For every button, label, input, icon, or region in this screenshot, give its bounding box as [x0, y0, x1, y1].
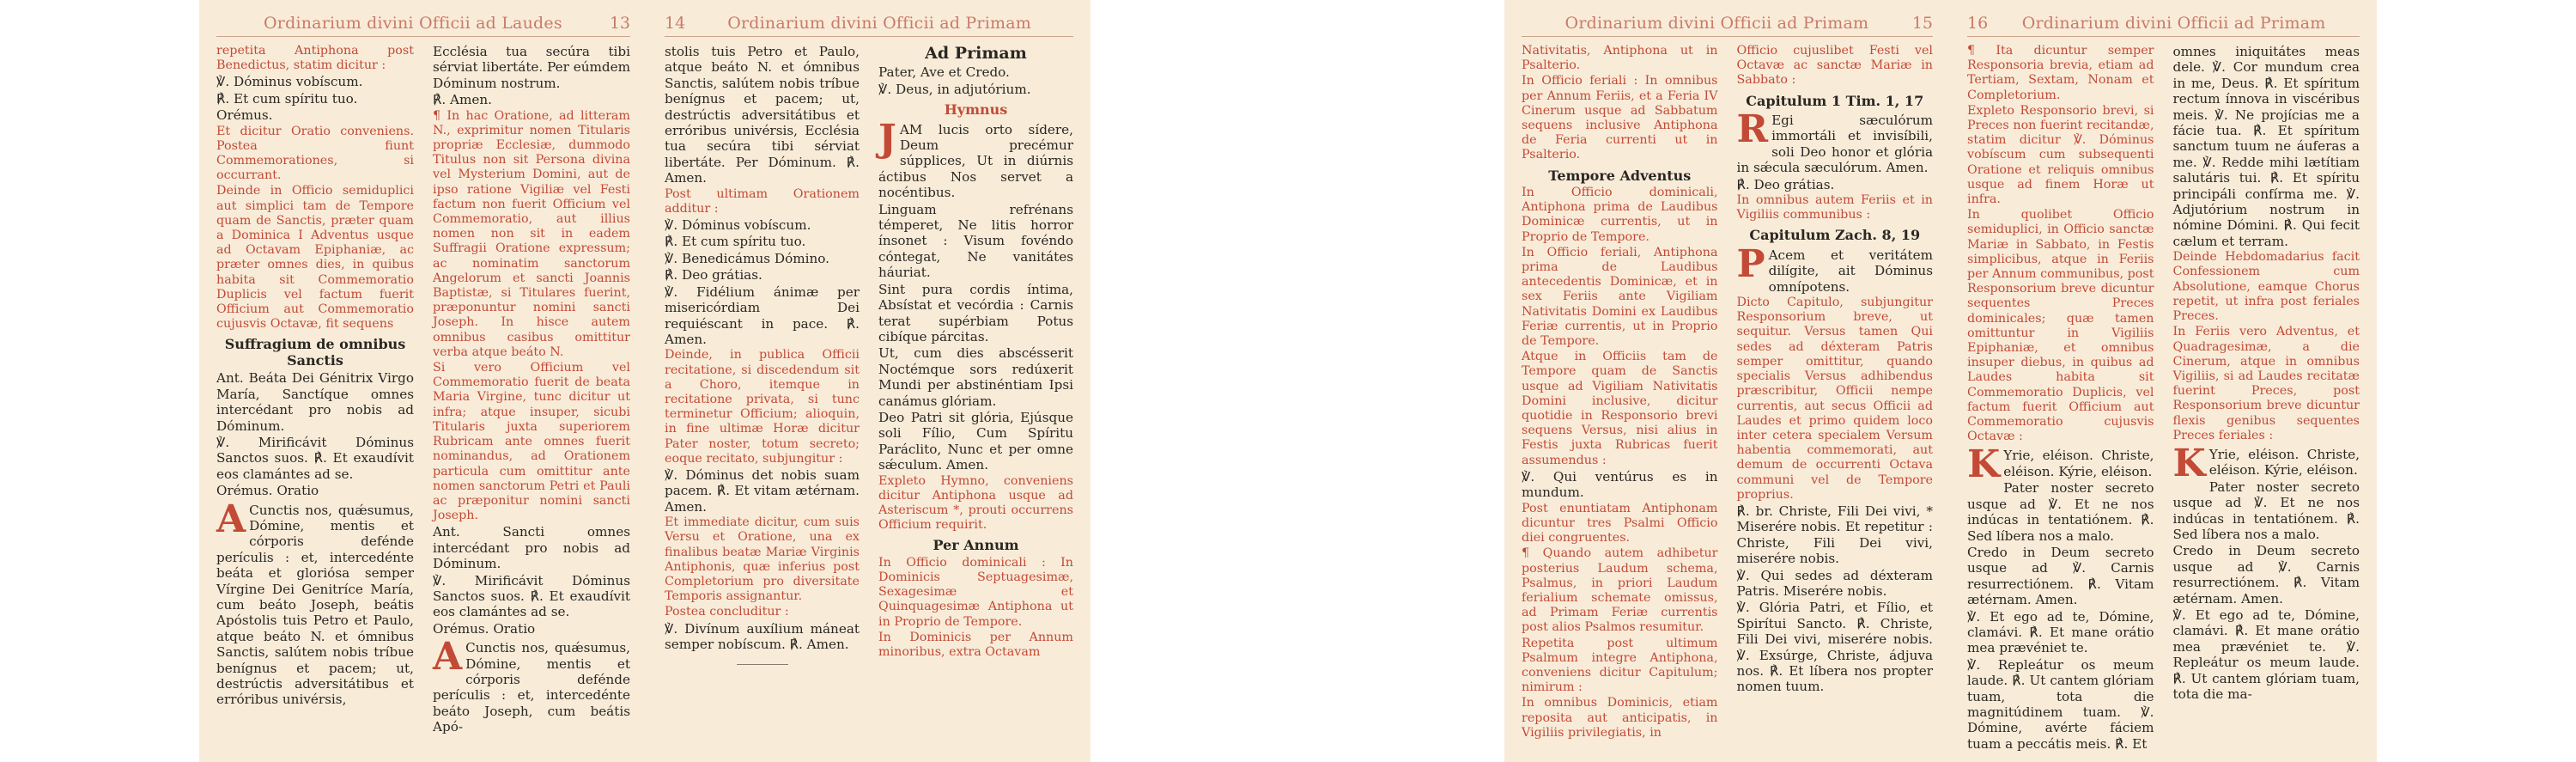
rubric: Si vero Officium vel Commemoratio fuerit de beata Maria Virgine, tunc dicitur ut infra; atque insuper, sicubi Titularis juxta superiorem Rubricam ante omnes fuerit nominandus, ad Orationem particula cum omittitur ante nomen sanctorum Petri et Pauli ac præponitur nomini sancti Joseph.: [433, 361, 630, 523]
page-15: [1504, 0, 1950, 762]
page-number: 15: [1911, 14, 1933, 33]
liturgical-text: ℣. Et ego ad te, Dómine, clamávi. ℟. Et mane orátio mea prævéniet te.: [1967, 608, 2154, 656]
rubric: Expleto Hymno, conveniens dicitur Antiphona usque ad Asteriscum *, prouti occurrens Officium requirit.: [878, 473, 1073, 533]
rubric: Post enuntiatam Antiphonam dicuntur tres Psalmi Officio diei congruentes.: [1522, 501, 1718, 546]
page-header: [216, 14, 630, 37]
rubric: Atque in Officiis tam de Tempore quam de Sanctis usque ad Vigiliam Nativitatis Domini inclusive, dicitur quotidie in Responsorio brevi sequens Versus, nisi alius in Festis juxta Rubricas fuerit assumendus :: [1522, 350, 1718, 467]
initial-paragraph: REgi sæculórum immortáli et invisíbili, soli Deo honor et glória in sǽcula sæculórum. Amen.: [1736, 107, 1933, 176]
liturgical-text: stolis tuis Petro et Paulo, atque beáto N. et ómnibus Sanctis, salútem nobis tríbue benígnus et pacem; ut, destrúctis adversitátibus et erróribus univérsis, Ecclésia tua secúra tibi sérviat libertáte. Per Dóminum. ℟. Amen.: [665, 44, 860, 186]
section-heading: Capitulum Zach. 8, 19: [1749, 227, 1921, 244]
liturgical-text: Sint pura cordis íntima, Absístat et vecórdia : Carnis terat supérbiam Potus cibíque párcitas.: [878, 281, 1073, 344]
rubric: In Dominicis per Annum minoribus, extra Octavam: [878, 630, 1073, 659]
section-heading: Tempore Adventus: [1548, 167, 1692, 184]
liturgical-text: ℣. Qui ventúrus es in mundum.: [1522, 468, 1718, 501]
rubric: In omnibus Dominicis, etiam reposita aut anticipatis, in Vigiliis privilegiatis, in: [1522, 696, 1718, 740]
liturgical-text: Pater noster secreto usque ad ℣. Et ne nos indúcas in tentatiónem. ℟. Sed líbera nos a malo.: [2172, 479, 2360, 542]
liturgical-text: ℣. Mirificávit Dóminus Sanctos suos. ℟. Et exaudívit eos clamántes ad se.: [216, 434, 414, 482]
liturgical-text: Orémus. Oratio: [433, 620, 536, 637]
section-rule: [737, 664, 788, 665]
left-column: [1967, 44, 2154, 753]
left-column: [1522, 44, 1718, 741]
liturgical-text: Ant. Beáta Dei Génitrix Virgo María, Sanctíque omnes intercédant pro nobis ad Dóminum.: [216, 370, 414, 434]
right-column: [2173, 44, 2360, 753]
initial-paragraph: ACunctis nos, quǽsumus, Dómine, mentis et córporis defénde perículis : et, intercedénte beáto Joseph, cum beátis Apó-: [433, 635, 630, 735]
running-title: Ordinarium divini Officii ad Primam: [1564, 14, 1869, 33]
rubric: In omnibus autem Feriis et in Vigiliis communibus :: [1736, 193, 1933, 223]
rubric: Deinde Hebdomadarius facit Confessionem cum Absolutione, eamque Chorus repetit, ut infra post feriales Preces.: [2172, 250, 2360, 324]
initial-paragraph: PAcem et veritátem dilígite, ait Dóminus omnípotens.: [1736, 241, 1933, 295]
page-number: 16: [1967, 14, 1989, 33]
liturgical-text: Pater noster secreto usque ad ℣. Et ne nos indúcas in tentatiónem. ℟. Sed líbera nos a malo.: [1967, 480, 2154, 544]
liturgical-text: ℣. Dóminus det nobis suam pacem. ℟. Et vitam ætérnam. Amen.: [665, 466, 860, 515]
rubric: Deinde, in publica Officii recitatione, si discedendum sit a Choro, itemque in recitatione privata, si tunc terminetur Officium; alioquin, in fine ultimæ Horæ dicitur Pater noster, totum secreto; eoque recitato, subjungitur :: [665, 348, 860, 466]
liturgical-text: ℟. br. Christe, Fili Dei vivi, * Miserére nobis. Et repetitur : Christe, Fili Dei vivi, miserére nobis.: [1736, 503, 1933, 567]
page-header: [1522, 14, 1933, 37]
running-title: Ordinarium divini Officii ad Primam: [2021, 14, 2326, 33]
initial-paragraph: JAM lucis orto sídere, Deum precémur súpplices, Ut in diúrnis áctibus Nos servet a nocéntibus.: [878, 116, 1073, 201]
page-header: [665, 14, 1073, 37]
liturgical-text: Linguam refrénans témperet, Ne litis horror ínsonet : Visum fovéndo cóntegat, Ne vanitátes háuriat.: [878, 201, 1073, 281]
right-column: [433, 44, 630, 736]
liturgical-text: Orémus. Oratio: [216, 483, 319, 499]
rubric: In Officio feriali, Antiphona prima de Laudibus antecedentis Dominicæ, et in sex Feriis ante Vigiliam Nativitatis Domini ex Laudibus Feriæ currentis, ut in Proprio de Tempore.: [1522, 245, 1718, 349]
running-title: Ordinarium divini Officii ad Laudes: [264, 14, 562, 33]
section-heading: Per Annum: [933, 537, 1019, 554]
rubric: Post ultimam Orationem additur :: [665, 186, 860, 216]
rubric: Repetita post ultimum Psalmum integre Antiphona, conveniens dicitur Capitulum; nimirum :: [1522, 636, 1718, 695]
liturgical-text: ℣. Deus, in adjutórium.: [878, 81, 1031, 97]
liturgical-text: ℣. Et ego ad te, Dómine, clamávi. ℟. Et mane orátio mea prævéniet te. ℣. Repleátur os meum laude. ℟. Ut cantem glóriam tuam, tota die ma-: [2172, 607, 2360, 703]
page-13: [199, 0, 647, 762]
liturgical-text: ℣. Divínum auxílium máneat semper nobíscum. ℟. Amen.: [665, 620, 860, 652]
rubric: Et dicitur Oratio conveniens. Postea fiunt Commemorationes, si occurrant.: [216, 124, 414, 183]
page-16: [1950, 0, 2377, 762]
page-14: [647, 0, 1091, 762]
text-columns: [1967, 44, 2360, 753]
text-columns: [216, 44, 630, 736]
liturgical-text: Credo in Deum secreto usque ad ℣. Carnis resurrectiónem. ℟. Vitam ætérnam. Amen.: [2172, 543, 2360, 607]
rubric: Dicto Capitulo, subjungitur Responsorium breve, ut sequitur. Versus tamen Qui sedes ad déxteram Patris semper omittitur, quando specialis Versus adhibendus præscribitur, Officii nempe currentis, aut secus Officii ad Laudes et primo quidem loco inter cetera specialem Versum habentia commemorati, aut demum de occurrenti Octava communi vel de Tempore proprius.: [1736, 296, 1933, 502]
initial-paragraph: KYrie, eléison. Christe, eléison. Kýrie, eléison.: [2172, 441, 2360, 485]
liturgical-text: ℟. Deo grátias.: [1736, 176, 1835, 192]
rubric: In Officio feriali : In omnibus per Annum Feriis, et a Feria IV Cinerum usque ad Sabbatum sequens inclusive Antiphona de Feria currenti ut in Psalterio.: [1522, 74, 1718, 162]
rubric: Et immediate dicitur, cum suis Versu et Oratione, una ex finalibus beatæ Mariæ Virginis Antiphonis, quæ inferius post Completorium pro diversitate Temporis assignantur.: [665, 515, 860, 604]
rubric: Nativitatis, Antiphona ut in Psalterio.: [1522, 44, 1718, 73]
text-columns: [665, 44, 1073, 677]
liturgical-text: Pater, Ave et Credo.: [878, 64, 1010, 81]
rubric: ¶ Ita dicuntur semper Responsoria brevia, etiam ad Tertiam, Sextam, Nonam et Completorium.: [1967, 44, 2154, 102]
rubric: In Officio dominicali : In Dominicis Septuagesimæ, Sexagesimæ et Quinquagesimæ Antiphona ut in Proprio de Tempore.: [878, 555, 1073, 629]
liturgical-text: omnes iniquitátes meas dele. ℣. Cor mundum crea in me, Deus. ℟. Et spíritum rectum ínnova in viscéribus meis. ℣. Ne projícias me a fácie tua. ℟. Et spíritum sanctum tuum ne áuferas a me. ℣. Redde mihi lætítiam salutáris tui. ℟. Et spíritu principáli confírma me. ℣. Adjutórium nostrum in nómine Dómini. ℟. Qui fecit cælum et terram.: [2172, 44, 2360, 249]
left-column: [216, 44, 414, 736]
initial-paragraph: ACunctis nos, quǽsumus, Dómine, mentis et córporis defénde perículis : et, intercedénte beáta et gloriósa semper Vírgine Dei Genitríce María, cum beáto Joseph, beátis Apóstolis tuis Petro et Paulo, atque beáto N. et ómnibus Sanctis, salútem nobis tríbue benígnus et pacem; ut, destrúctis adversitátibus et erróribus univérsis,: [216, 497, 414, 708]
liturgical-text: ℣. Qui sedes ad déxteram Patris. Miserére nobis.: [1736, 567, 1933, 599]
section-heading: Hymnus: [944, 101, 1008, 119]
page-number: 14: [665, 14, 686, 33]
liturgical-text: ℟. Deo grátias.: [665, 267, 762, 283]
liturgical-text: ℟. Et cum spíritu tuo.: [216, 90, 358, 107]
left-column: [665, 44, 860, 677]
rubric: repetita Antiphona post Benedictus, statim dicitur :: [216, 44, 414, 73]
rubric: ¶ In hac Oratione, ad litteram N., exprimitur nomen Titularis propriæ Ecclesiæ, dummodo Titulus non sit Persona divina vel Mysterium Domini, aut de ipso ratione Vigiliæ vel Festi factum non fuerit Officium vel Commemoratio, aut illius nomen non sit in eadem Suffragii Oratione expressum; ac nominatim sanctorum Angelorum et sancti Joannis Baptistæ, si Titulares fuerint, præponuntur nomini sancti Joseph. In hisce autem omnibus casibus omittitur verba atque beáto N.: [433, 108, 630, 359]
liturgical-text: ℣. Glória Patri, et Fílio, et Spirítui Sancto. ℟. Christe, Fili Dei vivi, miserére nobis. ℣. Exsúrge, Christe, ádjuva nos. ℟. Et líbera nos propter nomen tuum.: [1736, 600, 1933, 695]
text-columns: [1522, 44, 1933, 741]
liturgical-text: Orémus.: [216, 107, 273, 124]
liturgical-text: Credo in Deum secreto usque ad ℣. Carnis resurrectiónem. ℟. Vitam ætérnam. Amen.: [1967, 544, 2154, 608]
hour-title: Ad Primam: [925, 44, 1027, 63]
right-column: [878, 44, 1073, 677]
page-number: 13: [609, 14, 630, 33]
rubric: In quolibet Officio semiduplici, in Officio sanctæ Mariæ in Sabbato, in Festis simplicibus, atque in Feriis per Annum communibus, post Responsorium breve dicuntur sequentes Preces dominicales; quæ tamen omittuntur in Vigiliis Epiphaniæ, et omnibus insuper diebus, in quibus ad Laudes habita sit Commemoratio Duplicis, vel factum fuerit Officium aut Commemoratio cujusvis Octavæ :: [1967, 208, 2154, 444]
liturgical-text: ℟. Et cum spíritu tuo.: [665, 234, 806, 250]
liturgical-text: ℣. Fidélium ánimæ per misericórdiam Dei requiéscant in pace. ℟. Amen.: [665, 283, 860, 347]
liturgical-text: Ecclésia tua secúra tibi sérviat libertáte. Per eúmdem Dóminum nostrum.: [433, 44, 630, 91]
right-column: [1737, 44, 1934, 741]
initial-paragraph: KYrie, eléison. Christe, eléison. Kýrie, eléison.: [1967, 442, 2154, 487]
page-header: [1967, 14, 2360, 37]
liturgical-text: Ut, cum dies abscésserit Noctémque sors redúxerit Mundi per abstinéntiam Ipsi canámus glóriam.: [878, 345, 1073, 409]
rubric: In Feriis vero Adventus, et Quadragesimæ, a die Cinerum, atque in omnibus Vigiliis, si ad Laudes recitatæ fuerint Preces, post Responsorium breve dicuntur flexis genibus sequentes Preces feriales :: [2172, 325, 2360, 442]
liturgical-text: Deo Patri sit glória, Ejúsque soli Fílio, Cum Spíritu Paráclito, Nunc et per omne sǽculum. Amen.: [878, 409, 1073, 473]
rubric: Officio cujuslibet Festi vel Octavæ ac sanctæ Mariæ in Sabbato :: [1736, 44, 1933, 88]
liturgical-text: ℣. Dóminus vobíscum.: [216, 74, 363, 90]
rubric: Expleto Responsorio brevi, si Preces non fuerint recitandæ, statim dicitur ℣. Dóminus vobíscum cum subsequenti Oratione et reliquis omnibus usque ad finem Horæ ut infra.: [1967, 103, 2154, 207]
rubric: ¶ Quando autem adhibetur posterius Laudum schema, Psalmus, in priori Laudum ferialium schemate omissus, ad Primam Feriæ currentis post alios Psalmos resumitur.: [1522, 546, 1718, 635]
liturgical-text: ℣. Mirificávit Dóminus Sanctos suos. ℟. Et exaudívit eos clamántes ad se.: [433, 572, 630, 620]
section-heading: Suffragium de omnibus Sanctis: [224, 336, 406, 369]
liturgical-text: Ant. Sancti omnes intercédant pro nobis ad Dóminum.: [433, 524, 630, 572]
running-title: Ordinarium divini Officii ad Primam: [727, 14, 1031, 33]
section-heading: Capitulum 1 Tim. 1, 17: [1746, 92, 1924, 109]
rubric: Deinde in Officio semiduplici aut simplici tam de Tempore quam de Sanctis, præter quam a Dominica I Adventus usque ad Octavam Epiphaniæ, ac præter omnes dies, in quibus habita sit Commemoratio Duplicis vel factum fuerit Officium aut Commemoratio cujusvis Octavæ, fit sequens: [216, 184, 414, 332]
liturgical-text: ℣. Benedicámus Dómino.: [665, 250, 829, 266]
liturgical-text: ℣. Dóminus vobíscum.: [665, 217, 811, 234]
rubric: Postea concluditur :: [665, 605, 789, 619]
rubric: In Officio dominicali, Antiphona prima de Laudibus Dominicæ currentis, ut in Proprio de Tempore.: [1522, 186, 1718, 244]
liturgical-text: ℟. Amen.: [433, 92, 493, 108]
liturgical-text: ℣. Repleátur os meum laude. ℟. Ut cantem glóriam tuam, tota die magnitúdinem tuam. ℣. Dómine, avérte fáciem tuam a peccátis meis. ℟. Et: [1967, 656, 2154, 752]
